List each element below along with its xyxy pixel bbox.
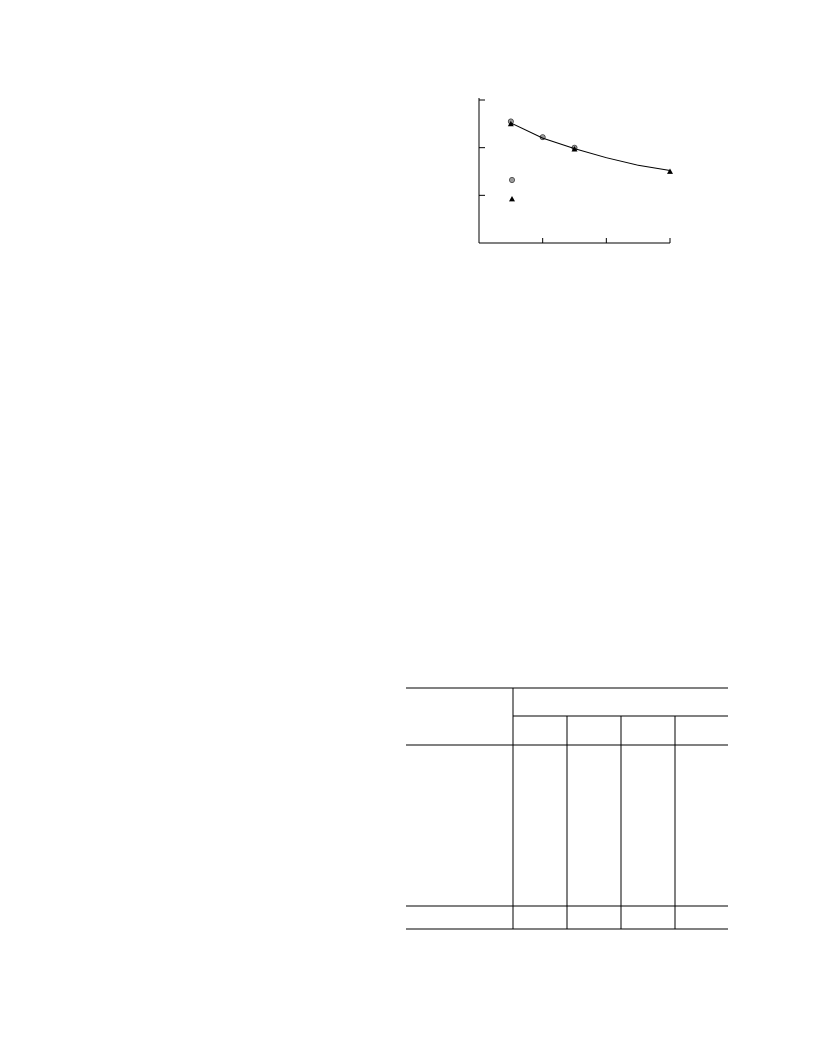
chart-series (508, 119, 673, 174)
data-point-triangle (667, 169, 673, 174)
fit-curve (511, 123, 670, 171)
legend-marker-circle (509, 177, 514, 182)
data-table (406, 688, 728, 929)
legend-marker-triangle (509, 196, 515, 201)
chart-legend (509, 177, 515, 201)
chart-axes (479, 98, 670, 243)
